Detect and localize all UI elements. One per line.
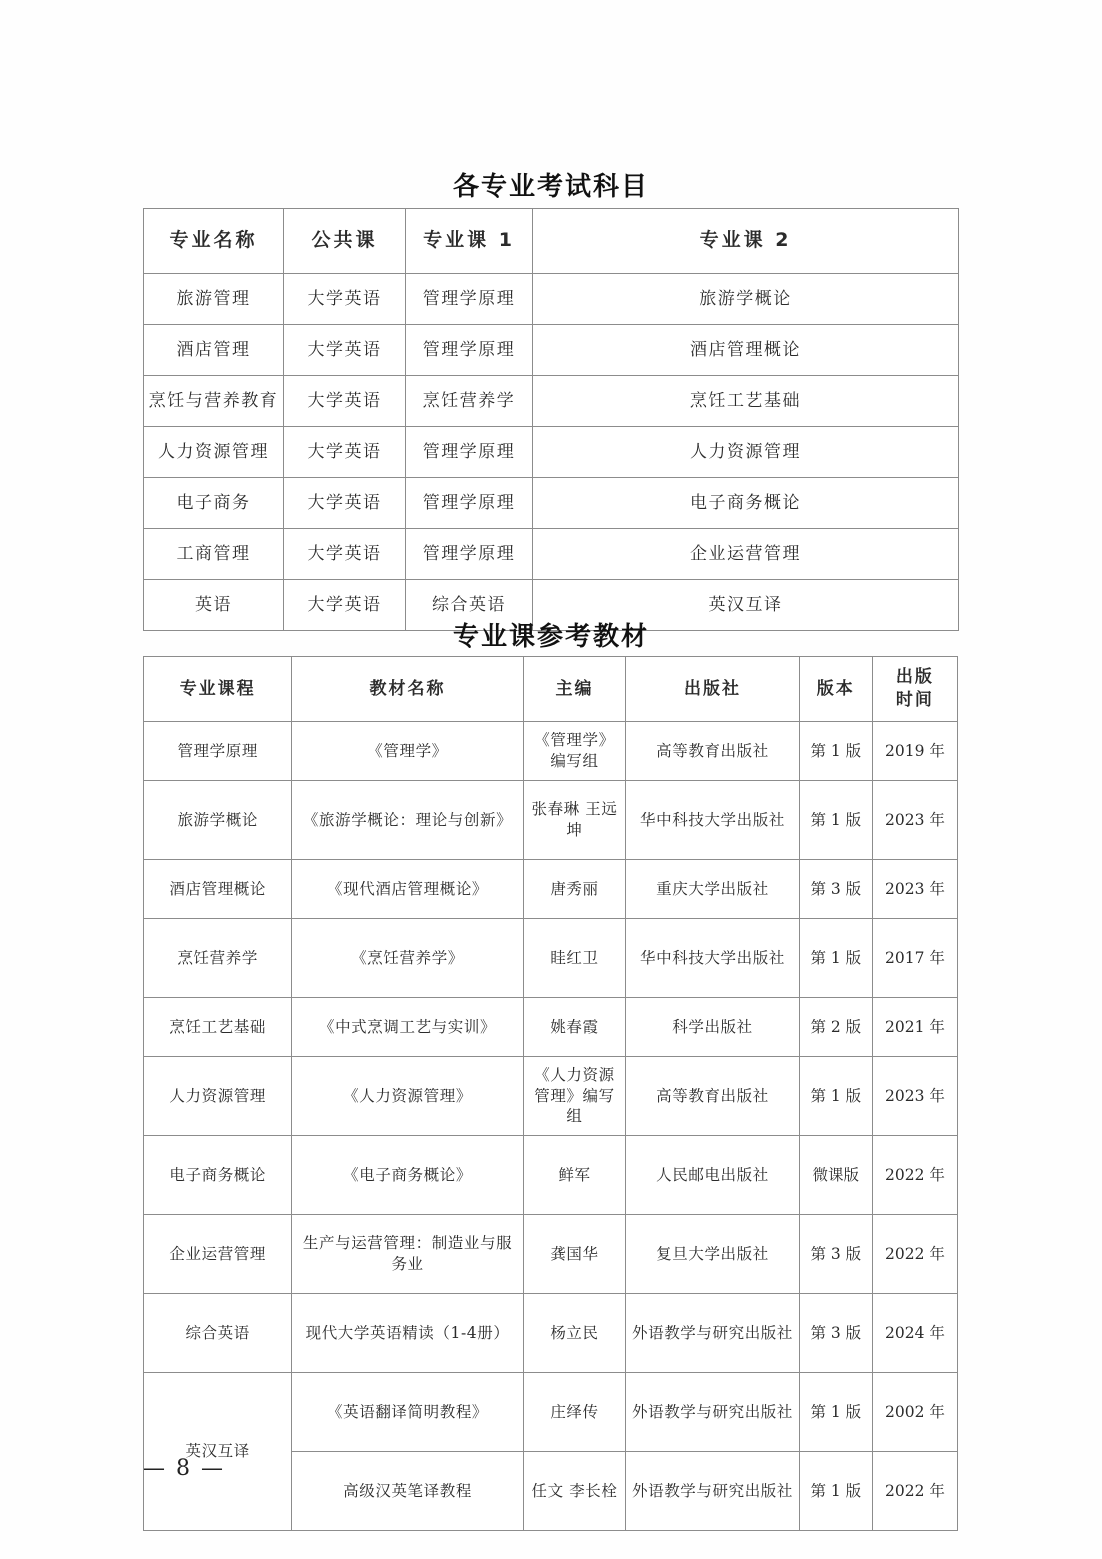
cell-editor: 杨立民 xyxy=(523,1294,626,1373)
cell-publisher: 重庆大学出版社 xyxy=(626,860,799,919)
cell-edition: 第 1 版 xyxy=(799,781,872,860)
cell-public-course: 大学英语 xyxy=(284,580,406,631)
cell-publisher: 外语教学与研究出版社 xyxy=(626,1373,799,1452)
cell-edition: 微课版 xyxy=(799,1136,872,1215)
table-row xyxy=(144,860,958,919)
table-row xyxy=(144,781,958,860)
column-header-edition: 版本 xyxy=(799,657,872,722)
cell-publisher: 华中科技大学出版社 xyxy=(626,919,799,998)
table-row xyxy=(144,1136,958,1215)
cell-publish-time: 2022 年 xyxy=(872,1215,957,1294)
cell-major-course-1: 综合英语 xyxy=(406,580,533,631)
cell-publish-time: 2024 年 xyxy=(872,1294,957,1373)
cell-course: 烹饪工艺基础 xyxy=(144,998,292,1057)
cell-editor: 庄绎传 xyxy=(523,1373,626,1452)
cell-course: 综合英语 xyxy=(144,1294,292,1373)
cell-editor: 鲜军 xyxy=(523,1136,626,1215)
cell-edition: 第 1 版 xyxy=(799,1452,872,1531)
exam-subjects-title: 各专业考试科目 xyxy=(452,172,649,202)
cell-book-name: 高级汉英笔译教程 xyxy=(292,1452,523,1531)
cell-book-name: 《电子商务概论》 xyxy=(292,1136,523,1215)
cell-public-course: 大学英语 xyxy=(284,427,406,478)
table-row xyxy=(144,274,959,325)
table-row xyxy=(144,478,959,529)
table-row xyxy=(144,376,959,427)
cell-editor: 眭红卫 xyxy=(523,919,626,998)
table-row xyxy=(144,529,959,580)
cell-publish-time: 2019 年 xyxy=(872,722,957,781)
cell-major-course-2: 酒店管理概论 xyxy=(533,325,959,376)
page-number: — 8 — xyxy=(143,1456,225,1481)
cell-public-course: 大学英语 xyxy=(284,325,406,376)
cell-publisher: 科学出版社 xyxy=(626,998,799,1057)
cell-publish-time: 2021 年 xyxy=(872,998,957,1057)
cell-edition: 第 1 版 xyxy=(799,1057,872,1136)
cell-editor: 龚国华 xyxy=(523,1215,626,1294)
cell-course: 企业运营管理 xyxy=(144,1215,292,1294)
reference-books-title: 专业课参考教材 xyxy=(452,622,649,652)
publish-time-line-1: 出版 xyxy=(895,667,934,688)
cell-publisher: 外语教学与研究出版社 xyxy=(626,1452,799,1531)
table-row xyxy=(144,1057,958,1136)
cell-book-name: 《管理学》 xyxy=(292,722,523,781)
cell-major-course-1: 管理学原理 xyxy=(406,478,533,529)
cell-editor: 《人力资源管理》编写组 xyxy=(523,1057,626,1136)
cell-major-course-2: 英汉互译 xyxy=(533,580,959,631)
cell-editor: 《管理学》编写组 xyxy=(523,722,626,781)
cell-publish-time: 2023 年 xyxy=(872,1057,957,1136)
cell-editor: 张春琳 王远坤 xyxy=(523,781,626,860)
cell-course: 英汉互译 xyxy=(144,1373,292,1531)
cell-major-course-2: 人力资源管理 xyxy=(533,427,959,478)
cell-major-name: 英语 xyxy=(144,580,284,631)
table-row xyxy=(144,722,958,781)
cell-major-course-2: 企业运营管理 xyxy=(533,529,959,580)
cell-course: 酒店管理概论 xyxy=(144,860,292,919)
cell-publish-time: 2023 年 xyxy=(872,860,957,919)
cell-public-course: 大学英语 xyxy=(284,376,406,427)
cell-editor: 姚春霞 xyxy=(523,998,626,1057)
cell-publisher: 人民邮电出版社 xyxy=(626,1136,799,1215)
table-row xyxy=(144,919,958,998)
cell-publisher: 高等教育出版社 xyxy=(626,1057,799,1136)
column-header-public-course: 公共课 xyxy=(284,209,406,274)
cell-editor: 唐秀丽 xyxy=(523,860,626,919)
reference-books-table xyxy=(143,656,958,1531)
column-header-course: 专业课程 xyxy=(144,657,292,722)
cell-major-course-1: 管理学原理 xyxy=(406,529,533,580)
cell-publish-time: 2017 年 xyxy=(872,919,957,998)
cell-editor: 任文 李长栓 xyxy=(523,1452,626,1531)
cell-book-name: 《中式烹调工艺与实训》 xyxy=(292,998,523,1057)
table-row xyxy=(144,998,958,1057)
cell-book-name: 《现代酒店管理概论》 xyxy=(292,860,523,919)
cell-publisher: 外语教学与研究出版社 xyxy=(626,1294,799,1373)
cell-major-name: 酒店管理 xyxy=(144,325,284,376)
cell-edition: 第 1 版 xyxy=(799,1373,872,1452)
cell-publisher: 复旦大学出版社 xyxy=(626,1215,799,1294)
cell-book-name: 《旅游学概论：理论与创新》 xyxy=(292,781,523,860)
column-header-major-name: 专业名称 xyxy=(144,209,284,274)
cell-public-course: 大学英语 xyxy=(284,478,406,529)
cell-major-name: 人力资源管理 xyxy=(144,427,284,478)
table-row xyxy=(144,427,959,478)
cell-publish-time: 2002 年 xyxy=(872,1373,957,1452)
cell-book-name: 《人力资源管理》 xyxy=(292,1057,523,1136)
cell-edition: 第 1 版 xyxy=(799,919,872,998)
column-header-publisher: 出版社 xyxy=(626,657,799,722)
column-header-editor: 主编 xyxy=(523,657,626,722)
publish-time-line-2: 时间 xyxy=(895,690,934,710)
cell-edition: 第 3 版 xyxy=(799,1294,872,1373)
cell-course: 人力资源管理 xyxy=(144,1057,292,1136)
cell-publish-time: 2022 年 xyxy=(872,1452,957,1531)
cell-public-course: 大学英语 xyxy=(284,274,406,325)
cell-major-course-1: 管理学原理 xyxy=(406,325,533,376)
cell-course: 烹饪营养学 xyxy=(144,919,292,998)
table-row xyxy=(144,325,959,376)
table-row xyxy=(144,1373,958,1452)
cell-edition: 第 1 版 xyxy=(799,722,872,781)
cell-book-name: 《烹饪营养学》 xyxy=(292,919,523,998)
cell-publisher: 高等教育出版社 xyxy=(626,722,799,781)
cell-course: 管理学原理 xyxy=(144,722,292,781)
table-row xyxy=(144,1294,958,1373)
cell-course: 电子商务概论 xyxy=(144,1136,292,1215)
cell-publish-time: 2023 年 xyxy=(872,781,957,860)
cell-edition: 第 2 版 xyxy=(799,998,872,1057)
cell-book-name: 生产与运营管理：制造业与服务业 xyxy=(292,1215,523,1294)
cell-major-name: 旅游管理 xyxy=(144,274,284,325)
cell-edition: 第 3 版 xyxy=(799,1215,872,1294)
cell-major-course-2: 烹饪工艺基础 xyxy=(533,376,959,427)
cell-public-course: 大学英语 xyxy=(284,529,406,580)
cell-course: 旅游学概论 xyxy=(144,781,292,860)
cell-major-name: 工商管理 xyxy=(144,529,284,580)
cell-major-name: 烹饪与营养教育 xyxy=(144,376,284,427)
column-header-major-course-1: 专业课 1 xyxy=(406,209,533,274)
exam-subjects-table xyxy=(143,208,959,631)
cell-major-course-2: 电子商务概论 xyxy=(533,478,959,529)
cell-major-course-2: 旅游学概论 xyxy=(533,274,959,325)
column-header-publish-time xyxy=(872,657,957,722)
table-row xyxy=(144,1215,958,1294)
cell-major-name: 电子商务 xyxy=(144,478,284,529)
table-header-row xyxy=(144,657,958,722)
cell-major-course-1: 烹饪营养学 xyxy=(406,376,533,427)
cell-book-name: 《英语翻译简明教程》 xyxy=(292,1373,523,1452)
cell-book-name: 现代大学英语精读（1-4册） xyxy=(292,1294,523,1373)
table-header-row xyxy=(144,209,959,274)
cell-major-course-1: 管理学原理 xyxy=(406,427,533,478)
cell-edition: 第 3 版 xyxy=(799,860,872,919)
cell-publisher: 华中科技大学出版社 xyxy=(626,781,799,860)
cell-publish-time: 2022 年 xyxy=(872,1136,957,1215)
column-header-book-name: 教材名称 xyxy=(292,657,523,722)
column-header-major-course-2: 专业课 2 xyxy=(533,209,959,274)
cell-major-course-1: 管理学原理 xyxy=(406,274,533,325)
